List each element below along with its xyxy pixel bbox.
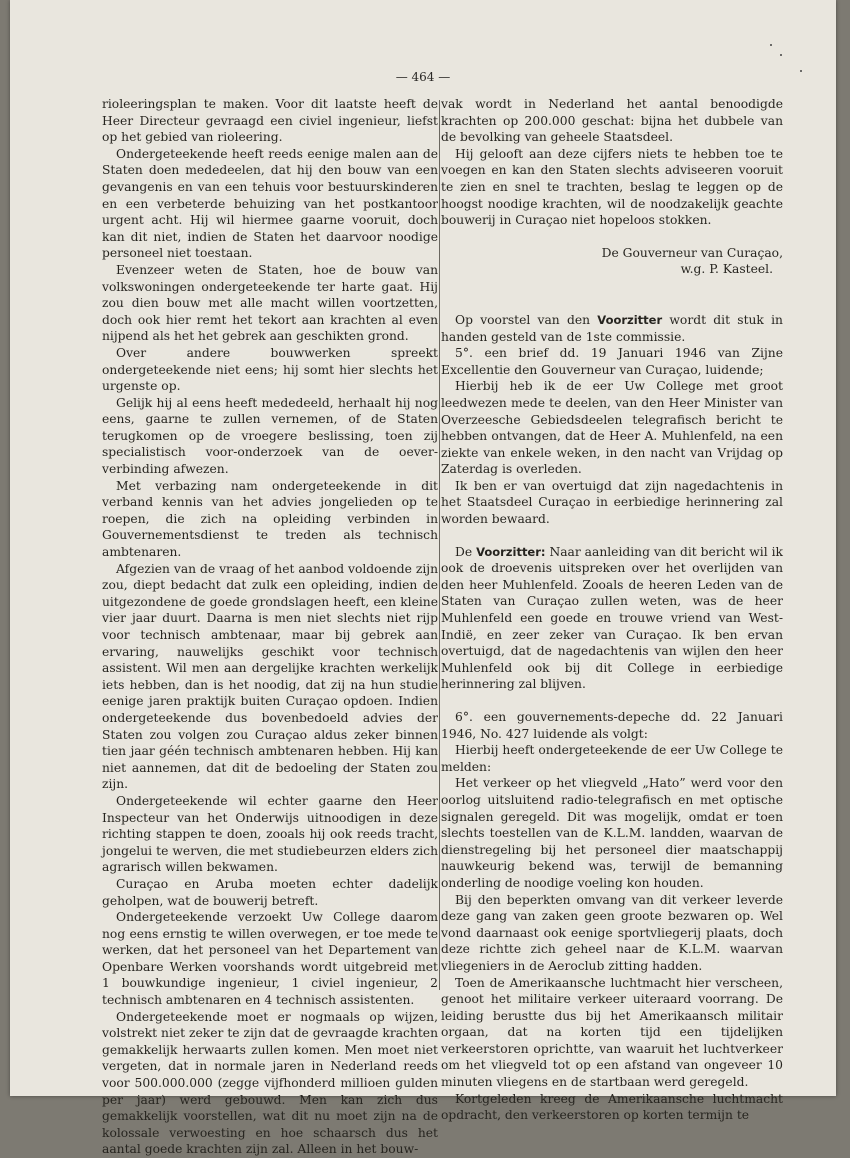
- paragraph: Met verbazing nam ondergeteekende in dit verband kennis van het advies jongelieden op te roepen, die zich na opleiding verbinden in Gouvernementsdienst te treden als technisch ambtenaren.: [102, 478, 438, 560]
- paragraph: Ondergeteekende moet er nogmaals op wijzen, volstrekt niet zeker te zijn dat de gevraagde krachten gemakkelijk herwaarts zullen komen. Men moet niet vergeten, dat in normale jaren in Nederland reeds voor 500.000.000 (zegge vijfhonderd millioen gulden per jaar) werd gebouwd. Men kan zich dus gemakkelijk voorstellen, wat dit nu moet zijn na de kolossale verwoesting en hoe schaarsch dus het aantal goede krachten zijn zal. Alleen in het bouw-: [102, 1009, 438, 1157]
- left-column: [102, 96, 438, 1158]
- chairman-prefix: De: [455, 544, 473, 559]
- spacer: [441, 693, 783, 709]
- chairman-remarks: [441, 544, 783, 693]
- paragraph: Ondergeteekende wil echter gaarne den Heer Inspecteur van het Onderwijs uitnoodigen in deze richting stappen te doen, zooals hij ook reeds tracht, jongelui te werven, die met studiebeurzen elders zich agrarisch willen bekwamen.: [102, 793, 438, 875]
- paragraph: vak wordt in Nederland het aantal benoodigde krachten op 200.000 geschat: bijna het dubbele van de bevolking van geheele Staatsdeel.: [441, 97, 783, 145]
- paragraph: Ondergeteekende heeft reeds eenige malen aan de Staten doen mededeelen, dat hij den bouw van een gevangenis en van een tehuis voor bestuurskinderen en een verbeterde behuizing van het postkantoor urgent acht. Hij wil hiermee gaarne vooruit, doch kan dit niet, indien de Staten het daarvoor noodige personeel niet toestaan.: [102, 146, 438, 261]
- paragraph: rioleeringsplan te maken. Voor dit laatste heeft de Heer Directeur gevraagd een civiel ingenieur, liefst op het gebied van rioleering.: [102, 97, 438, 145]
- paragraph: Toen de Amerikaansche luchtmacht hier verscheen, genoot het militaire verkeer uiteraard voorrang. De leiding berustte dus bij het Amerikaansch militair orgaan, dat na korten tijd een tijdelijken verkeerstoren oprichtte, van waaruit het luchtverkeer om het vliegveld tot op een afstand van ongeveer 10 minuten vliegens en de startbaan werd geregeld.: [441, 975, 783, 1090]
- paragraph: Hierbij heeft ondergeteekende de eer Uw College te melden:: [441, 743, 783, 774]
- scanned-page: [10, 0, 836, 1157]
- spacer: [441, 229, 783, 245]
- scan-speck: [770, 44, 772, 46]
- paragraph: Kortgeleden kreeg de Amerikaansche luchtmacht opdracht, den verkeerstoren op korten termijn te: [441, 1091, 783, 1123]
- paragraph: Het verkeer op het vliegveld „Hato” werd voor den oorlog uitsluitend radio-telegrafisch en met optische signalen geregeld. Dit was mogelijk, omdat er toen slechts toestellen van de K.L.M. landden, waarvan de dienstregeling bij het personeel dier maatschappij nauwkeurig bekend was, terwijl de bemanning onderling de noodige voeling kon houden.: [441, 776, 783, 890]
- chairman-label: Voorzitter:: [476, 544, 546, 559]
- page-number: — 464 —: [395, 70, 451, 84]
- right-column: [441, 96, 783, 1124]
- agenda-item-6: 6°. een gouvernements-depeche dd. 22 Januari 1946, No. 427 luidende als volgt:: [441, 710, 783, 741]
- scan-speck: [780, 54, 782, 56]
- motion-text-a: Op voorstel van den: [455, 312, 591, 327]
- paragraph: Bij den beperkten omvang van dit verkeer leverde deze gang van zaken geen groote bezwaren op. Wel vond daarnaast ook eenige sportvliegerij plaats, doch deze richtte zich geheel naar de K.L.M. waarvan vliegeniers in de Aeroclub zitting hadden.: [441, 892, 783, 973]
- paragraph: Ik ben er van overtuigd dat zijn nagedachtenis in het Staatsdeel Curaçao in eerbiedige herinnering zal worden bewaard.: [441, 478, 783, 527]
- spacer: [441, 528, 783, 544]
- scan-speck: [800, 70, 802, 72]
- paragraph: Ondergeteekende verzoekt Uw College daarom nog eens ernstig te willen overwegen, er toe mede te werken, dat het personeel van het Departement van Openbare Werken voorshands wordt uitgebreid met 1 bouwkundige ingenieur, 1 civiel ingenieur, 2 technisch ambtenaren en 4 technisch assistenten.: [102, 910, 438, 1008]
- spacer: [441, 278, 783, 312]
- paragraph: Hij gelooft aan deze cijfers niets te hebben toe te voegen en kan den Staten slechts adviseeren vooruit te zien en snel te trachten, beslag te leggen op de hoogst noodige krachten, wil de noodzakelijk geachte bouwerij in Curaçao niet hopeloos stokken.: [441, 146, 783, 228]
- signature-title: De Gouverneur van Curaçao,: [601, 245, 783, 260]
- paragraph: Afgezien van de vraag of het aanbod voldoende zijn zou, diept bedacht dat zulk een opleiding, indien de uitgezondene de goede grondslagen heeft, een kleine vier jaar duurt. Daarna is men niet slechts niet rijp voor technisch ambtenaar, maar bij gebrek aan ervaring, nauwelijks geschikt voor technisch assistent. Wil men aan dergelijke krachten werkelijk iets hebben, dan is het noodig, dat zij na hun studie eenige jaren praktijk buiten Curaçao opdoen. Indien ondergeteekende dus bovenbedoeld advies der Staten zou volgen zou Curaçao aldus zeker binnen tien jaar géén technisch ambtenaren hebben. Hij kan niet aannemen, dat dit de bedoeling der Staten zou zijn.: [102, 561, 438, 792]
- signature-name: w.g. P. Kasteel.: [680, 262, 773, 277]
- chairman-text: Naar aanleiding van dit bericht wil ik ook de droevenis uitspreken over het overlijden van den heer Muhlenfeld. Zooals de heeren Leden van de Staten van Curaçao zullen weten, was de heer Muhlenfeld een goede en trouwe vriend van West-Indië, en zeer zeker van Curaçao. Ik ben ervan overtuigd, dat de nagedachtenis van wijlen den heer Muhlenfeld ook bij dit College in eerbiedige herinnering zal blijven.: [441, 544, 783, 692]
- motion-paragraph: [441, 312, 783, 345]
- paragraph: Curaçao en Aruba moeten echter dadelijk geholpen, wat de bouwerij betreft.: [102, 876, 438, 908]
- chairman-label: Voorzitter: [597, 312, 663, 327]
- motion-text-b: wordt dit stuk in handen gesteld van de 1ste commissie.: [441, 312, 783, 344]
- paragraph: Over andere bouwwerken spreekt ondergeteekende niet eens; hij somt hier slechts het urgenste op.: [102, 345, 438, 394]
- column-divider: [439, 100, 440, 990]
- paragraph: Hierbij heb ik de eer Uw College met groot leedwezen mede te deelen, van den Heer Minister van Overzeesche Gebiedsdeelen telegrafisch bericht te hebben ontvangen, dat de Heer A. Muhlenfeld, na een ziekte van enkele weken, in den nacht van Vrijdag op Zaterdag is overleden.: [441, 379, 783, 477]
- paragraph: Gelijk hij al eens heeft mededeeld, herhaalt hij nog eens, gaarne te zullen vernemen, of de Staten terugkomen op de vroegere beslissing, toen zij specialistisch voor-onderzoek van de oever-verbinding afwezen.: [102, 395, 438, 477]
- agenda-item-5: 5°. een brief dd. 19 Januari 1946 van Zijne Excellentie den Gouverneur van Curaçao, luidende;: [441, 346, 783, 377]
- paragraph: Evenzeer weten de Staten, hoe de bouw van volkswoningen ondergeteekende ter harte gaat. Hij zou dien bouw met alle macht willen voortzetten, doch ook hier remt het tekort aan krachten al even nijpend als het het gebrek aan geschikten grond.: [102, 262, 438, 344]
